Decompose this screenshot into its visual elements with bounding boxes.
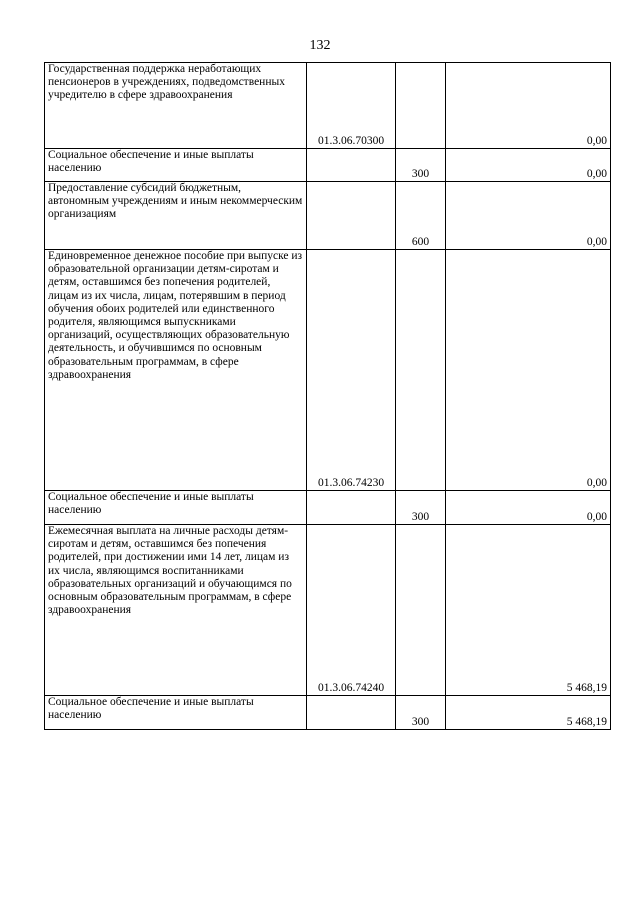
row-sum: 0,00: [446, 250, 611, 491]
row-code: 01.3.06.74230: [307, 250, 396, 491]
row-expense-type: [396, 250, 446, 491]
row-code: [307, 182, 396, 250]
row-code: [307, 491, 396, 525]
row-expense-type: [396, 525, 446, 696]
row-name: Ежемесячная выплата на личные расходы детям-сиротам и детям, оставшимся без попечения родителей, при достижении ими 14 лет, лицам из их числа, являющимся воспитанниками образовательных организаций и обучающимся по основным образовательным программам, в сфере здравоохранения: [45, 525, 307, 696]
budget-table: [44, 62, 611, 730]
page-number: 132: [309, 38, 331, 53]
table-row: [45, 491, 611, 525]
row-code: 01.3.06.74240: [307, 525, 396, 696]
table-row: [45, 63, 611, 149]
row-expense-type: 600: [396, 182, 446, 250]
row-name: Социальное обеспечение и иные выплаты населению: [45, 696, 307, 730]
table-row: [45, 149, 611, 182]
row-sum: 0,00: [446, 182, 611, 250]
row-sum: 0,00: [446, 63, 611, 149]
row-name: Единовременное денежное пособие при выпуске из образовательной организации детям-сиротам и детям, оставшимся без попечения родителей, лицам из их числа, лицам, потерявшим в период обучения обоих родителей или единственного родителя, являющимся выпускниками организаций, осуществляющих образовательную деятельность, и обучившимся по основным образовательным программам, в сфере здравоохранения: [45, 250, 307, 491]
row-name: Предоставление субсидий бюджетным, автономным учреждениям и иным некоммерческим организациям: [45, 182, 307, 250]
row-sum: 0,00: [446, 149, 611, 182]
table-row: [45, 696, 611, 730]
row-sum: 5 468,19: [446, 525, 611, 696]
table-row: [45, 182, 611, 250]
row-name: Социальное обеспечение и иные выплаты населению: [45, 149, 307, 182]
row-name: Социальное обеспечение и иные выплаты населению: [45, 491, 307, 525]
row-expense-type: [396, 63, 446, 149]
row-code: [307, 696, 396, 730]
row-name: Государственная поддержка неработающих пенсионеров в учреждениях, подведомственных учредителю в сфере здравоохранения: [45, 63, 307, 149]
row-expense-type: 300: [396, 149, 446, 182]
row-code: 01.3.06.70300: [307, 63, 396, 149]
table-row: [45, 525, 611, 696]
row-code: [307, 149, 396, 182]
row-expense-type: 300: [396, 491, 446, 525]
row-expense-type: 300: [396, 696, 446, 730]
row-sum: 0,00: [446, 491, 611, 525]
table-row: [45, 250, 611, 491]
row-sum: 5 468,19: [446, 696, 611, 730]
